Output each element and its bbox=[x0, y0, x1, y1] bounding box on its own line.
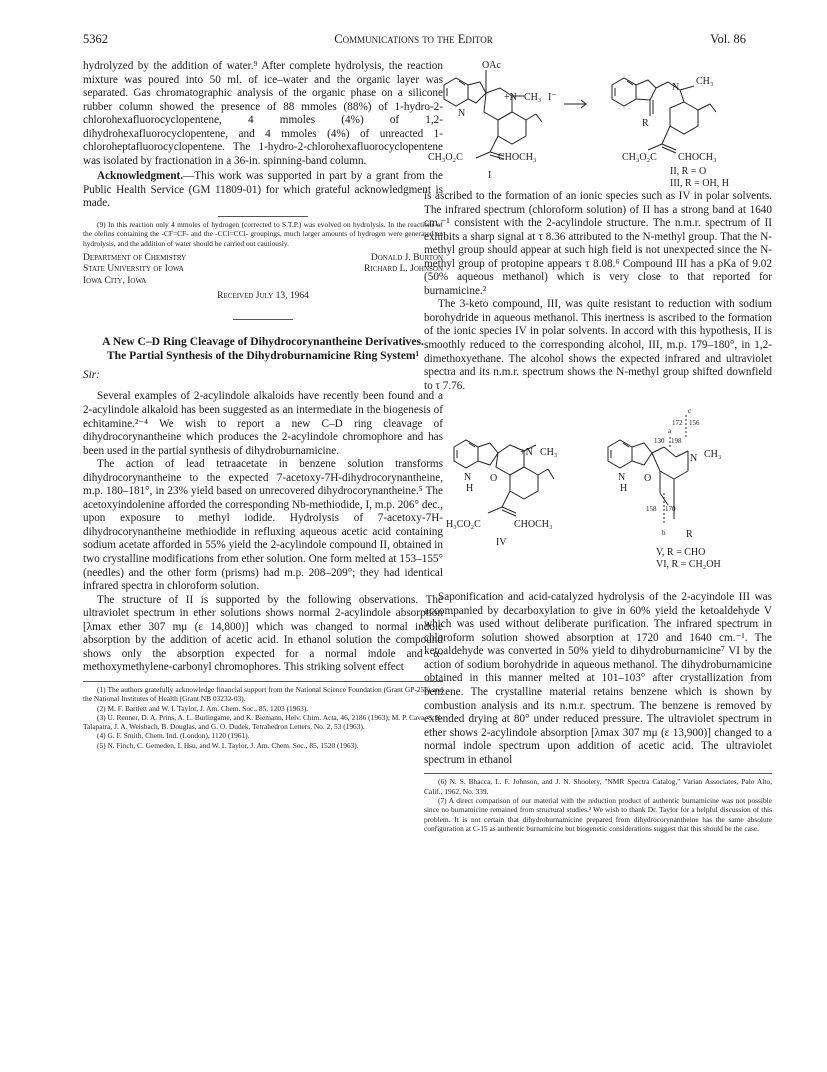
page-number: 5362 bbox=[83, 32, 108, 46]
num-130: 130 bbox=[654, 437, 665, 446]
a-position-label: a bbox=[668, 427, 672, 436]
benzene-ring bbox=[444, 78, 468, 106]
ester-label: CH₃O₂C bbox=[622, 152, 657, 163]
ch3-label: CH₃ bbox=[524, 92, 542, 103]
compound-III-label: III, R = OH, H bbox=[670, 178, 729, 189]
scheme-compounds-I-II-III bbox=[424, 60, 772, 190]
compound-VI-label: VI, R = CH₂OH bbox=[656, 559, 721, 571]
five-ring bbox=[468, 82, 486, 103]
num-172: 172 bbox=[672, 419, 683, 428]
benzene-ring bbox=[612, 78, 636, 106]
footnote-1: (1) The authors gratefully acknowledge financial support from the National Science Foundation (Grant GP-252) and the National Institutes of Health (Grant NB 03232-03). bbox=[83, 684, 443, 704]
r-label: R bbox=[642, 118, 649, 129]
h-label: H bbox=[466, 483, 474, 495]
d-ring bbox=[670, 102, 698, 134]
ack-heading: Acknowledgment. bbox=[97, 170, 184, 183]
structure-diagram-IV-V-VI bbox=[424, 407, 772, 583]
num-156: 156 bbox=[689, 419, 700, 428]
body-paragraph: The action of lead tetraacetate in benzene solution transforms dihydrocorynantheine to the expected 7-acetoxy-7H-dihydrocorynantheine, m.p. 180–181°, in 23% yield based on unrecovered dihydrocorynantheine.⁵ The acetoxyindolenine afforded the corresponding Nb-methiodide, I, m.p. 206° dec., upon exposure to methyl iodide. Hydrolysis of 7-acetoxy-7H-dihydrocorynantheine methiodide in refluxing aqueous acetic acid containing sodium acetate afforded in 55% yield the 2-acylindole compound II, obtained in two crystalline modifications from ether solution. One form melted at 153–155° (needles) and the other form (prisms) had m.p. 208–209°; they had identical infrared spectra in chloroform solution. bbox=[83, 458, 443, 593]
five-ring bbox=[636, 80, 656, 100]
footnote-9: (9) In this reaction only 4 mmoles of hydrogen (corrected to S.T.P.) was evolved on hydrolysis. In the reactions of the olefins containing the -CF=CF- and the -CCl=CCl- groupings, much larger amounts of hydrogen were generated on hydrolysis, and the addition of water should be carried out cautiously. bbox=[83, 220, 443, 248]
choch3-label: CHOCH₃ bbox=[498, 152, 537, 163]
body-paragraph: Several examples of 2-acylindole alkaloids have recently been found and a 2-acylindole alkaloid has been suggested as an intermediate in the biogenesis of echitamine.²⁻⁴ We wish to report a new C–D ring cleavage of dihydrocorynantheine which produces the 2-acylindole chromophore and has been used in the partial synthesis of dihydroburnamicine. bbox=[83, 390, 443, 457]
n-plus-label: +N bbox=[504, 92, 517, 103]
r-label: R bbox=[686, 529, 693, 541]
author-name: Donald J. Burton bbox=[370, 252, 443, 263]
footnote-5: (5) N. Finch, C. Gemeden, I. Hsu, and W. I. Taylor, J. Am. Chem. Soc., 85, 1520 (1963). bbox=[97, 740, 359, 750]
footnote-3: (3) U. Renner, D. A. Prins, A. L. Burlingame, and K. Biemann, Helv. Chim. Acta, 46, 2186 (1963); M. P. Cava, S. K. Talapatra, J. A. Weisbach, B. Douglas, and G. O. Dudek, Tetrahedron Letters, No. 2, 53 (1963). bbox=[83, 712, 443, 732]
choch3-label: CHOCH₃ bbox=[514, 519, 553, 531]
iodide-label: I⁻ bbox=[548, 92, 557, 103]
d-ring bbox=[498, 112, 526, 144]
ch3-label: CH₃ bbox=[696, 76, 714, 87]
compound-II-label: II, R = O bbox=[670, 166, 707, 177]
left-column bbox=[83, 60, 443, 750]
five-ring bbox=[632, 443, 652, 465]
affiliation-line: Department of Chemistry bbox=[83, 252, 187, 263]
footnote-divider bbox=[218, 216, 308, 217]
affiliation-line: State University of Iowa bbox=[83, 264, 184, 275]
received-date: Received July 13, 1964 bbox=[217, 291, 309, 302]
body-paragraph: Saponification and acid-catalyzed hydrolysis of the 2-acyindole III was accompanied by decarboxylation to give in 60% yield the ketoaldehyde V which was used without deliberate purification. The infrared spectrum in chloroform solution showed absorption at 1720 and 1640 cm.⁻¹. The ketoaldehyde was converted in 50% yield to dihydroburnamicine⁷ VI by the action of sodium borohydride in aqueous methanol. The dihydroburnamicine obtained in this manner melted at 101–103° after crystallization from benzene. The crystalline material retains benzene which is shown by combustion analysis and its n.m.r. spectrum. The benzene is removed by extended drying at 80° under reduced pressure. The ultraviolet spectrum in ether shows 2-acylindole absorption [λmax 307 mμ (ε 13,900)] changed to a normal indole spectrum upon addition of acetic acid. The ultraviolet spectrum in ethanol bbox=[424, 591, 772, 766]
h-label: H bbox=[620, 483, 628, 495]
n-label: N bbox=[464, 472, 472, 484]
body-paragraph: The 3-keto compound, III, was quite resistant to reduction with sodium borohydride in aqueous methanol. This inertness is ascribed to the formation of the ionic species IV in polar solvents. In accord with this hypothesis, II is smoothly reduced to the corresponding alcohol, III, m.p. 179–180°, in 1,2-dimethoxyethane. The alcohol shows the expected infrared and ultraviolet spectra and its n.m.r. spectrum shows the N-methyl group shifted downfield to τ 7.76. bbox=[424, 298, 772, 392]
footnote-4: (4) G. F. Smith, Chem. Ind. (London), 1120 (1961). bbox=[97, 731, 250, 741]
body-paragraph: hydrolyzed by the addition of water.⁹ After complete hydrolysis, the reaction mixture was poured into 50 ml. of ice–water and the organic layer was separated. Gas chromatographic analysis of the organic phase on a silicone rubber column showed the presence of 88 mmoles (88%) of 1-hydro-2-chlorohexafluorocyclopentene, 4 mmoles (4%) of 1,2-dihydrohexafluorocyclopentene, and 4 mmoles (4%) of unreacted 1-chloroheptafluorocyclopentene. The 1-hydro-2-chlorohexafluorocyclopentene was isolated by fractionation in a 36-in. spinning-band column. bbox=[83, 60, 443, 167]
acknowledgment bbox=[83, 170, 443, 211]
n-label: N bbox=[618, 472, 626, 484]
ack-text: —This work was supported in part by a grant from the Public Health Service (GM 11809-01) for which grateful acknowledgment is made. bbox=[83, 170, 443, 210]
footnote-7: (7) A direct comparison of our material with the reduction product of authentic burnamicine was not possible since no burnamicine remained from structural studies.² We wish to thank Dr. Taylor for a helpful discussion of this problem. It is not certain that dihydroburnamicine prepared from dihydrocorynantheine has the same absolute configuration at C-15 as authentic burnamicine but biogenetic considerations suggest that this should be the case. bbox=[424, 795, 772, 833]
d-ring bbox=[510, 467, 538, 499]
footnote-6: (6) N. S. Bhacca, L. F. Johnson, and J. N. Shoolery, "NMR Spectra Catalog," Varian Associates, Palo Alto, Calif., 1962, No. 339. bbox=[424, 777, 772, 796]
b-position-label: b bbox=[662, 529, 666, 538]
affiliation bbox=[83, 253, 186, 288]
compound-V-label: V, R = CHO bbox=[656, 547, 706, 559]
ch3-label: CH₃ bbox=[540, 447, 558, 459]
footnote-divider bbox=[424, 773, 772, 774]
o-label: O bbox=[490, 473, 498, 485]
compound-I-label: I bbox=[488, 170, 492, 181]
structure-diagram-I-II-III bbox=[424, 60, 772, 190]
oac-label: OAc bbox=[482, 60, 501, 71]
scheme-compounds-IV-V-VI bbox=[424, 407, 772, 583]
num-170: 170 bbox=[665, 505, 676, 514]
n-label: N bbox=[672, 82, 680, 93]
article-title: A New C–D Ring Cleavage of Dihydrocorynantheine Derivatives. The Partial Synthesis of the Dihydroburnamicine Ring System¹ bbox=[102, 334, 424, 362]
n-label: N bbox=[458, 108, 466, 119]
choch3-label: CHOCH₃ bbox=[678, 152, 717, 163]
o-label: O bbox=[644, 473, 652, 485]
volume-label: Vol. 86 bbox=[710, 32, 746, 46]
benzene-ring bbox=[454, 440, 478, 468]
affiliation-line: Iowa City, Iowa bbox=[83, 275, 147, 286]
num-158: 158 bbox=[646, 505, 657, 514]
ester-label: H₃CO₂C bbox=[446, 519, 481, 531]
footnote-2: (2) M. F. Bartlett and W. I. Taylor, J. Am. Chem. Soc., 85, 1203 (1963). bbox=[97, 703, 309, 713]
five-ring bbox=[478, 443, 498, 465]
footnote-divider bbox=[83, 681, 443, 682]
ester-label: CH₃O₂C bbox=[428, 152, 463, 163]
body-paragraph: The structure of II is supported by the following observations. The ultraviolet spectrum in ether solutions shows normal 2-acylindole absorption [λmax ether 307 mμ (ε 14,800)] which was changed to normal indole absorption by the addition of acetic acid. In ethanol solution the compound shows only the absorption expected for a normal indole and α-methoxymethylene-carbonyl chromophores. This striking solvent effect bbox=[83, 593, 443, 674]
ch3-label: CH₃ bbox=[704, 449, 722, 461]
author-block bbox=[83, 253, 443, 288]
n-plus-label: +N bbox=[520, 447, 533, 459]
journal-section-header: Communications to the Editor bbox=[334, 32, 493, 46]
right-column bbox=[424, 60, 772, 833]
num-198: 198 bbox=[671, 437, 682, 446]
section-divider bbox=[233, 319, 293, 320]
n-label: N bbox=[690, 453, 698, 465]
salutation: Sir: bbox=[83, 368, 100, 381]
benzene-ring bbox=[608, 440, 632, 468]
compound-IV-label: IV bbox=[496, 537, 507, 549]
author-name: Richard L. Johnson bbox=[364, 264, 443, 275]
body-paragraph: is ascribed to the formation of an ionic species such as IV in polar solvents. The infrared spectrum (chloroform solution) of II has a strong band at 1640 cm.⁻¹ consistent with the 2-acylindole structure. The n.m.r. spectrum of II exhibits a sharp signal at τ 8.36 attributed to the N-methyl group. That the N-methyl group should appear at such high field is not unexpected since the N-methyl group of protopine appears τ 8.08.⁶ Compound III has a pKa of 9.02 (50% aqueous methanol) which is very close to that reported for burnamicine.² bbox=[424, 190, 772, 297]
c-position-label: c bbox=[688, 407, 692, 416]
